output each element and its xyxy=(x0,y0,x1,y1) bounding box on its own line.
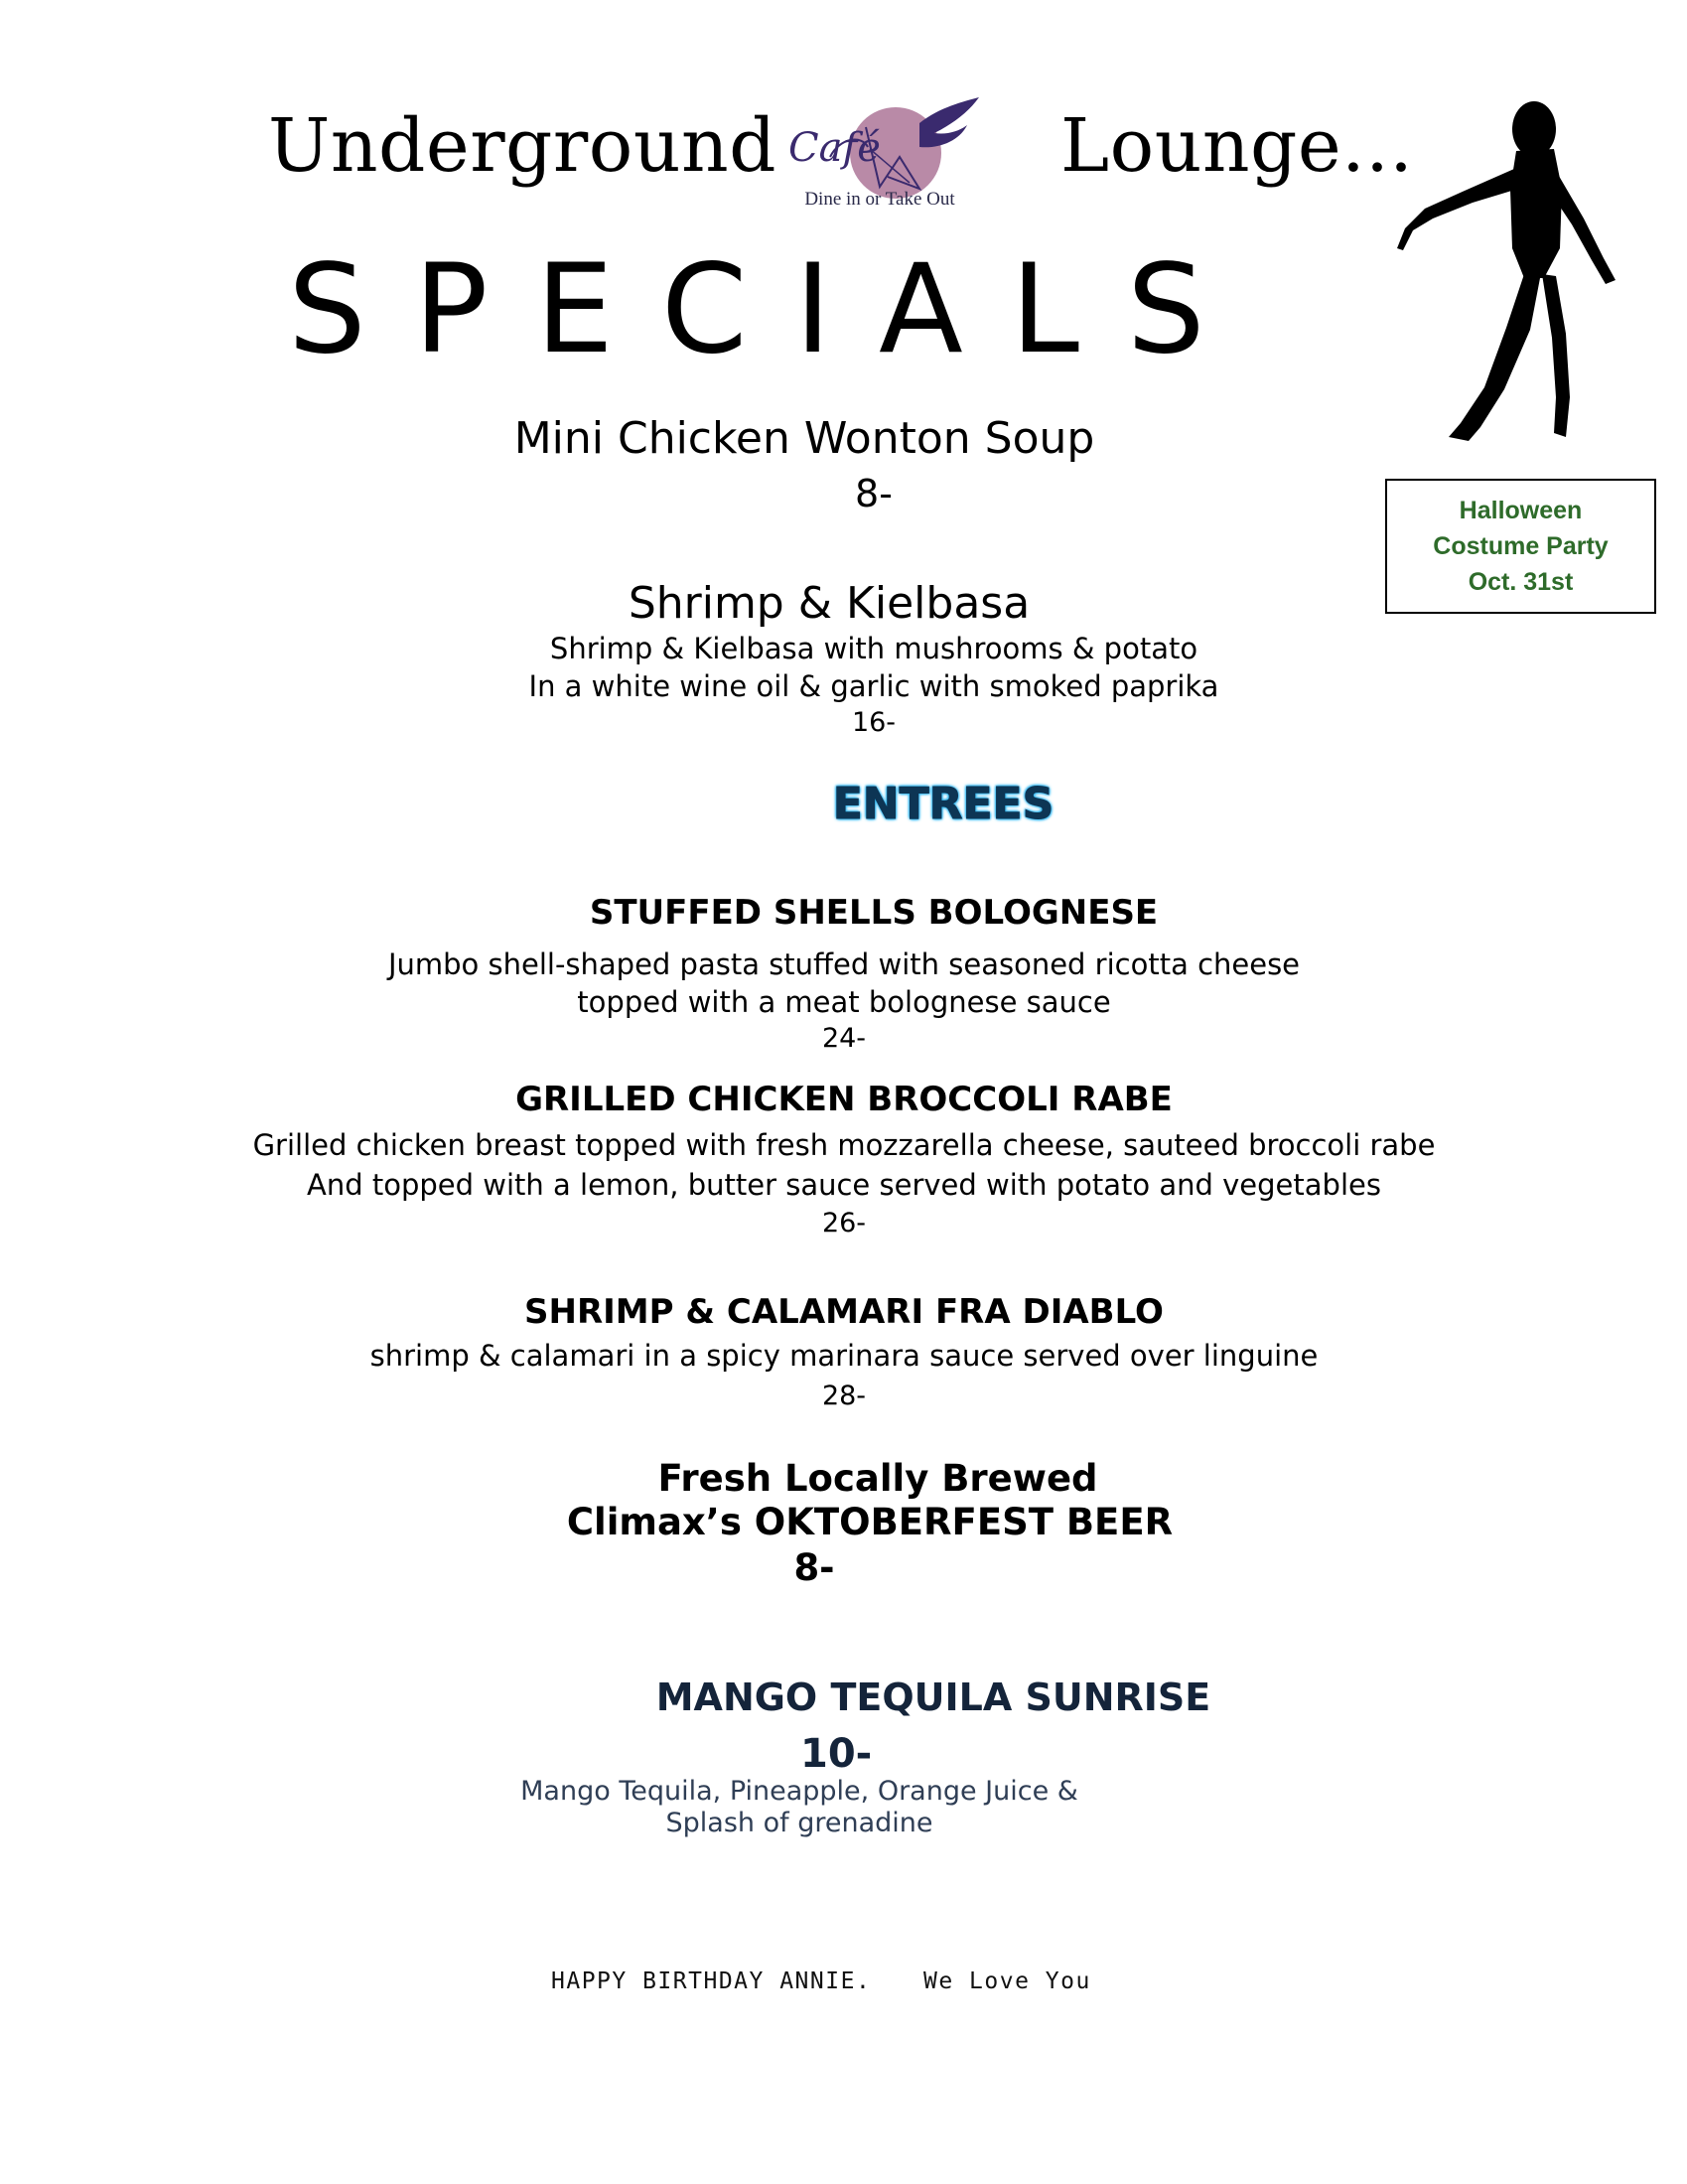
cocktail-desc-1: Mango Tequila, Pineapple, Orange Juice & xyxy=(520,1776,1078,1807)
special-2-price: 16- xyxy=(851,707,897,738)
special-1-name: Mini Chicken Wonton Soup xyxy=(513,413,1095,464)
entree-3-desc-1: shrimp & calamari in a spicy marinara sauce served over linguine xyxy=(369,1339,1319,1373)
cocktail-name: MANGO TEQUILA SUNRISE xyxy=(655,1675,1211,1719)
halloween-line-2: Costume Party xyxy=(1433,532,1609,560)
cafe-logo xyxy=(771,97,989,215)
beer-line-1: Fresh Locally Brewed xyxy=(657,1457,1098,1500)
cocktail-price-text: 10- xyxy=(800,1731,873,1777)
header-right-word: Lounge... xyxy=(1060,103,1414,189)
love-message: We Love You xyxy=(923,1968,1091,1994)
birthday-message: HAPPY BIRTHDAY ANNIE. xyxy=(551,1968,872,1994)
entree-2-price: 26- xyxy=(821,1208,867,1238)
entree-1-name: STUFFED SHELLS BOLOGNESE xyxy=(589,893,1159,933)
entree-1-desc-1: Jumbo shell-shaped pasta stuffed with seasoned ricotta cheese xyxy=(387,947,1301,981)
halloween-line-3: Oct. 31st xyxy=(1468,568,1574,596)
cocktail-price xyxy=(800,1731,873,1777)
cocktail-desc-2: Splash of grenadine xyxy=(665,1808,933,1838)
special-2-desc-1: Shrimp & Kielbasa with mushrooms & potato xyxy=(549,632,1198,665)
entree-3-name: SHRIMP & CALAMARI FRA DIABLO xyxy=(524,1292,1164,1332)
logo-tagline: Dine in or Take Out xyxy=(804,189,955,210)
zombie-silhouette-icon xyxy=(1385,99,1643,457)
specials-title: SPECIALS xyxy=(288,238,1253,381)
entree-2-desc-2: And topped with a lemon, butter sauce served with potato and vegetables xyxy=(307,1168,1381,1202)
entree-3-price: 28- xyxy=(821,1381,867,1411)
entrees-heading: ENTREES xyxy=(832,779,1054,829)
special-2-desc-2: In a white wine oil & garlic with smoked paprika xyxy=(528,669,1219,703)
entree-2-desc-1: Grilled chicken breast topped with fresh mozzarella cheese, sauteed broccoli rabe xyxy=(252,1128,1436,1162)
entree-2-name: GRILLED CHICKEN BROCCOLI RABE xyxy=(515,1080,1173,1119)
beer-line-2: Climax’s OKTOBERFEST BEER xyxy=(566,1501,1174,1543)
beer-price: 8- xyxy=(793,1546,835,1589)
halloween-line-1: Halloween xyxy=(1459,497,1583,524)
special-1-price: 8- xyxy=(855,472,893,515)
entree-1-price: 24- xyxy=(821,1023,867,1054)
logo-script: Café xyxy=(788,125,881,171)
header-left-word: Underground xyxy=(268,103,777,189)
entree-1-desc-2: topped with a meat bolognese sauce xyxy=(577,985,1111,1019)
special-2-name: Shrimp & Kielbasa xyxy=(628,578,1031,629)
halloween-party-box xyxy=(1385,479,1656,614)
